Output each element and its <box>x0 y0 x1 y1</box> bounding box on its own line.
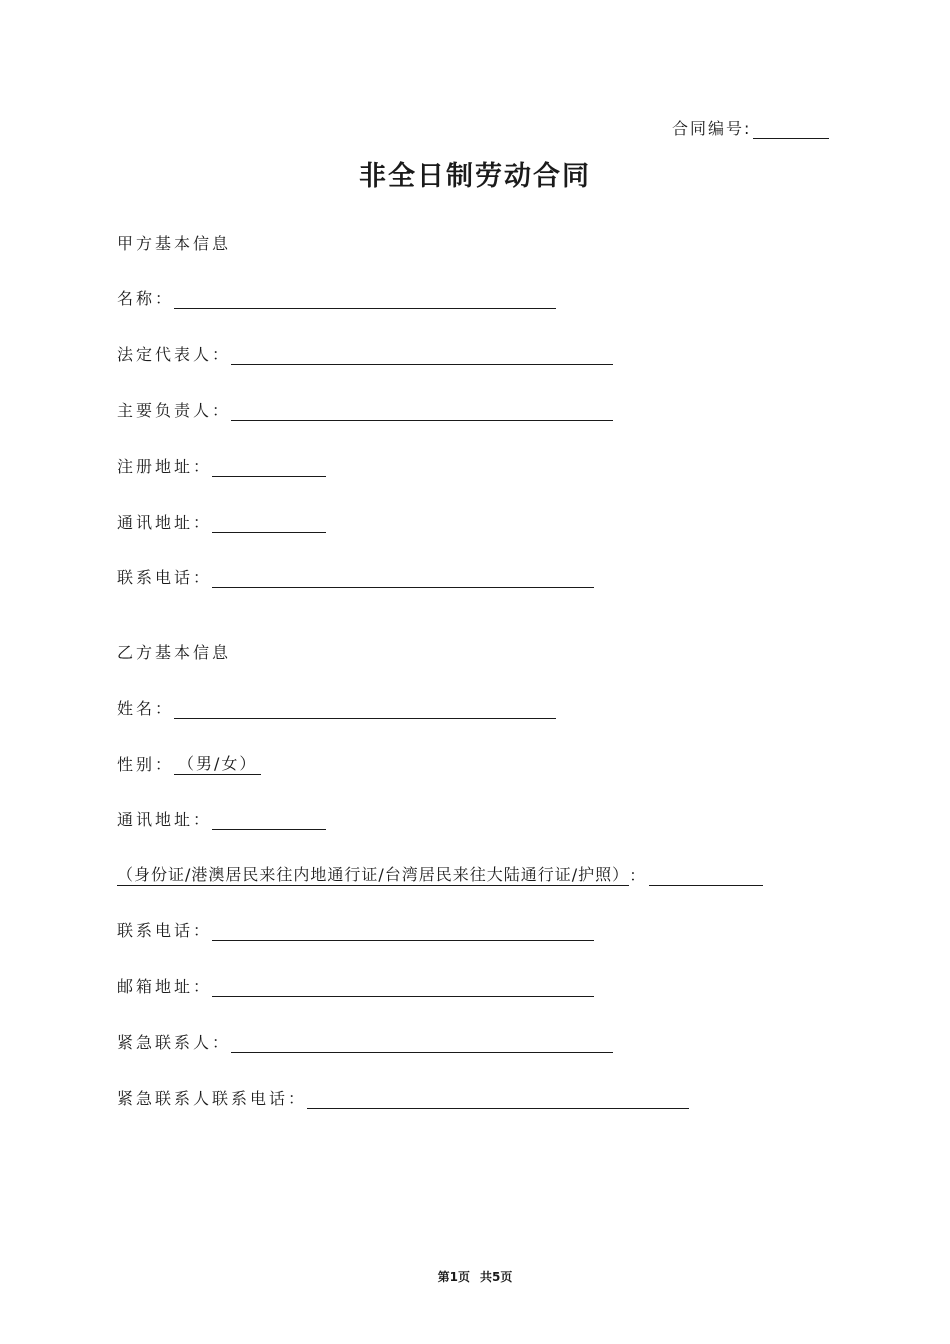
party-a-reg-address-label: 注册地址： <box>117 457 213 476</box>
party-b-phone-blank <box>212 920 594 941</box>
party-b-email-label: 邮箱地址： <box>117 977 213 996</box>
party-a-legal-rep-blank <box>231 344 613 365</box>
party-b-mail-address-label: 通讯地址： <box>117 810 213 829</box>
party-b-phone-field <box>117 918 594 941</box>
party-b-emergency-contact-label: 紧急联系人： <box>117 1033 232 1052</box>
party-b-section-title: 乙方基本信息 <box>117 643 232 662</box>
party-b-email-blank <box>212 976 594 997</box>
party-b-emergency-phone-blank <box>307 1088 689 1109</box>
party-b-emergency-contact-blank <box>231 1032 613 1053</box>
party-b-id-colon: ： <box>629 866 646 885</box>
party-a-legal-rep-field <box>117 342 613 365</box>
document-title: 非全日制劳动合同 <box>359 161 591 192</box>
party-a-legal-rep-label: 法定代表人： <box>117 345 232 364</box>
page-footer <box>0 1268 950 1285</box>
party-b-gender-label: 性别： <box>117 755 175 774</box>
party-b-emergency-contact-field <box>117 1030 613 1053</box>
party-b-gender-field <box>117 751 261 775</box>
party-b-emergency-phone-field <box>117 1086 689 1109</box>
page-total: 共5页 <box>480 1270 513 1284</box>
party-a-phone-field <box>117 565 594 588</box>
party-b-phone-label: 联系电话： <box>117 921 213 940</box>
party-a-name-field <box>117 286 556 309</box>
party-b-gender-value: （男/女） <box>174 751 261 775</box>
contract-number-label: 合同编号: <box>672 119 752 138</box>
party-b-id-type-label: （身份证/港澳居民来往内地通行证/台湾居民来往大陆通行证/护照） <box>117 862 629 886</box>
contract-number <box>672 116 829 139</box>
party-b-name-label: 姓名： <box>117 699 175 718</box>
party-a-phone-blank <box>212 567 594 588</box>
party-a-principal-label: 主要负责人： <box>117 401 232 420</box>
party-b-emergency-phone-label: 紧急联系人联系电话： <box>117 1089 308 1108</box>
party-b-name-field <box>117 696 556 719</box>
contract-number-blank <box>753 120 829 139</box>
party-a-reg-address-blank <box>212 456 326 477</box>
party-a-mail-address-label: 通讯地址： <box>117 513 213 532</box>
party-b-id-field <box>117 862 763 886</box>
party-a-phone-label: 联系电话： <box>117 568 213 587</box>
party-a-principal-field <box>117 398 613 421</box>
party-a-name-label: 名称： <box>117 289 175 308</box>
party-b-mail-address-field <box>117 807 326 830</box>
page-current: 第1页 <box>437 1270 470 1284</box>
party-b-name-blank <box>174 698 556 719</box>
party-a-mail-address-blank <box>212 512 326 533</box>
party-a-mail-address-field <box>117 510 326 533</box>
party-b-email-field <box>117 974 594 997</box>
party-b-mail-address-blank <box>212 809 326 830</box>
party-a-principal-blank <box>231 400 613 421</box>
party-a-section-title: 甲方基本信息 <box>117 234 232 253</box>
party-a-reg-address-field <box>117 454 326 477</box>
party-b-id-blank <box>649 865 763 886</box>
party-a-name-blank <box>174 288 556 309</box>
